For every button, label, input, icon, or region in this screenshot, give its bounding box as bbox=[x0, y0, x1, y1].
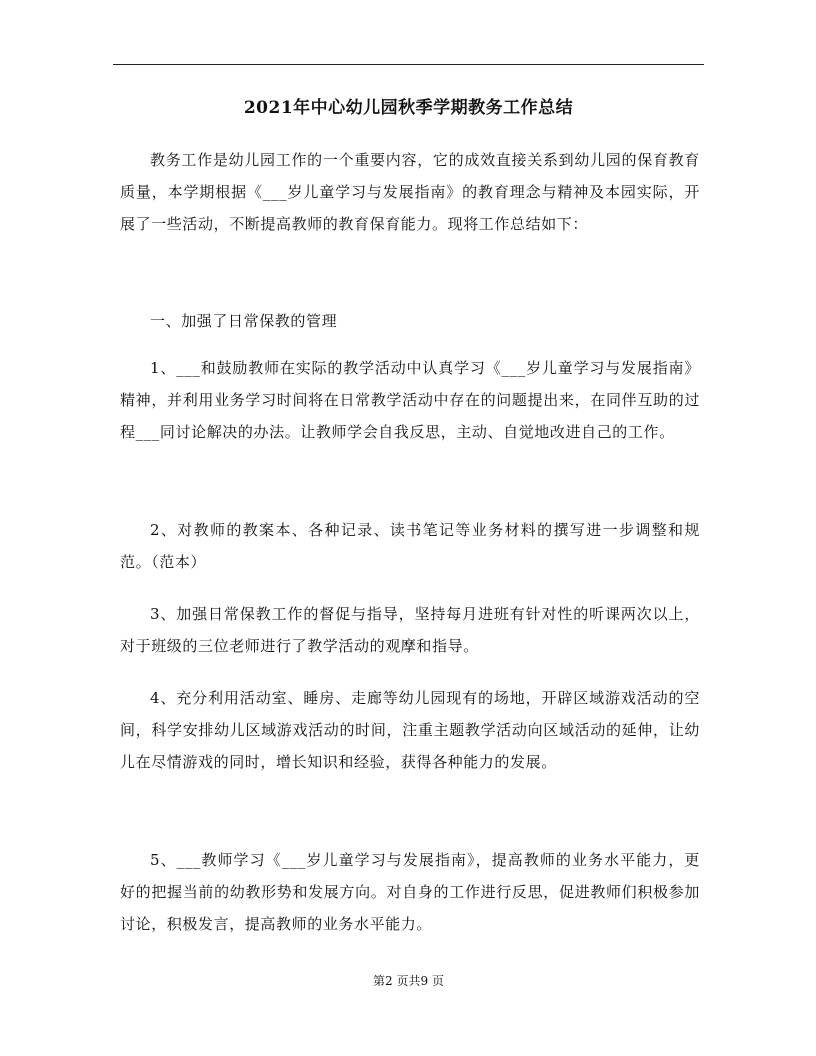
list-item-5 bbox=[120, 844, 700, 940]
section-heading: 一、加强了日常保教的管理 bbox=[150, 312, 338, 330]
list-item-text: 1、___和鼓励教师在实际的教学活动中认真学习《___岁儿童学习与发展指南》精神，并利用业务学习时间将在日常教学活动中存在的问题提出来，在同伴互助的过程___同讨论解决的办法。让教师学会自我反思，主动、自觉地改进自己的工作。 bbox=[120, 359, 700, 441]
intro-paragraph bbox=[120, 144, 700, 240]
list-item-2 bbox=[120, 514, 700, 578]
list-item-4 bbox=[120, 682, 700, 778]
list-item-3 bbox=[120, 598, 700, 662]
page-number: 第2 页共9 页 bbox=[373, 974, 444, 988]
intro-text: 教务工作是幼儿园工作的一个重要内容，它的成效直接关系到幼儿园的保育教育质量，本学期根据《___岁儿童学习与发展指南》的教育理念与精神及本园实际，开展了一些活动，不断提高教师的教育保育能力。现将工作总结如下： bbox=[120, 151, 700, 233]
list-item-text: 3、加强日常保教工作的督促与指导，坚持每月进班有针对性的听课两次以上，对于班级的三位老师进行了教学活动的观摩和指导。 bbox=[120, 605, 700, 655]
section-heading-block bbox=[120, 305, 700, 337]
list-item-1 bbox=[120, 352, 700, 448]
header-rule bbox=[113, 64, 704, 65]
list-item-text: 5、___教师学习《___岁儿童学习与发展指南》，提高教师的业务水平能力，更好的把握当前的幼教形势和发展方向。对自身的工作进行反思，促进教师们积极参加讨论，积极发言，提高教师的业务水平能力。 bbox=[120, 851, 700, 933]
document-title: 2021年中心幼儿园秋季学期教务工作总结 bbox=[243, 98, 574, 118]
list-item-text: 2、对教师的教案本、各种记录、读书笔记等业务材料的撰写进一步调整和规范。（范本） bbox=[120, 521, 700, 571]
list-item-text: 4、充分利用活动室、睡房、走廊等幼儿园现有的场地，开辟区域游戏活动的空间，科学安排幼儿区域游戏活动的时间，注重主题教学活动向区域活动的延伸，让幼儿在尽情游戏的同时，增长知识和经验，获得各种能力的发展。 bbox=[120, 689, 700, 771]
